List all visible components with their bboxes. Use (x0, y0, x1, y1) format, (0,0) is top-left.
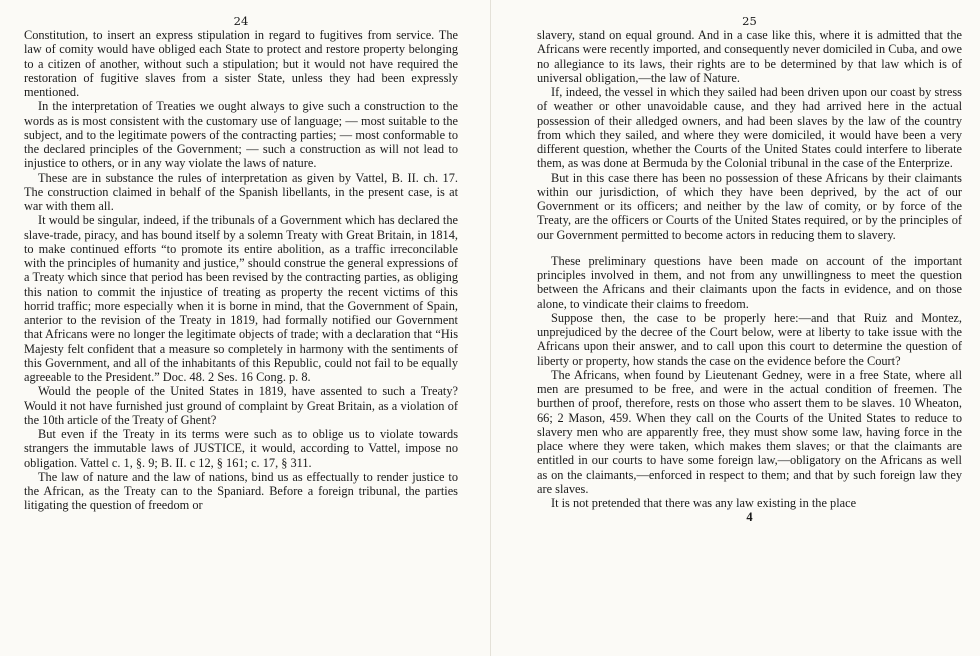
paragraph: But even if the Treaty in its terms were such as to oblige us to violate towards strangers the immutable laws of JUSTICE, it would, according to Vattel, impose no obligation. Vattel c. 1, §. 9; B. II. c 12, § 161; c. 17, § 311. (24, 427, 458, 470)
paragraph: It is not pretended that there was any law existing in the place (551, 496, 857, 510)
paragraph: These preliminary questions have been made on account of the important principles involved in them, and not from any unwillingness to meet the question between the Africans and their claimants upon the facts in evidence, and on those alone, to vindicate their claims to freedom. (537, 253, 962, 311)
paragraph: slavery, stand on equal ground. And in a case like this, where it is admitted that the Africans were recently imported, and consequently never domiciled in Cuba, and owe no allegiance to its laws, their rights are to be determined by that law which is of universal obligation,—the law of Nature. (537, 28, 962, 85)
right-page-text (537, 28, 962, 510)
paragraph: Would the people of the United States in 1819, have assented to such a Treaty? Would it not have furnished just ground of complaint by Great Britain, as a violation of the 10th article of the Treaty of Ghent? (24, 384, 458, 427)
paragraph: Suppose then, the case to be properly here:—and that Ruiz and Montez, unprejudiced by the decree of the Court below, were at liberty to take issue with the Africans upon their answer, and to call upon this court to determine the question of liberty or property, how stands the case on the evidence before the Court? (537, 310, 962, 368)
paragraph: The law of nature and the law of nations, bind us as effectually to render justice to the African, as the Treaty can to the Spaniard. Before a foreign tribunal, the parties litigating the question of freedom or (24, 469, 458, 513)
paragraph: It would be singular, indeed, if the tribunals of a Government which has declared the slave-trade, piracy, and has bound itself by a solemn Treaty with Great Britain, in 1814, to make continued efforts “to promote its entire abolition, as a traffic irreconcilable with the principles of humanity and justice,” should construe the general expressions of a Treaty which since that period has been revised by the contracting parties, as obliging this nation to commit the injustice of treating as property the recent victims of this horrid traffic; more especially when it is borne in mind, that the Government of Spain, anterior to the revision of the Treaty in 1819, had formally notified our Government that Africans were no longer the legitimate objects of trade; with a declaration that “His Majesty felt confident that a measure so completely in harmony with the sentiments of this Government, and all of the inhabitants of this Republic, could not fail to be equally agreeable to the President.” Doc. 48. 2 Ses. 16 Cong. p. 8. (24, 213, 458, 384)
right-page (490, 0, 980, 656)
page-number-right: 25 (742, 14, 757, 28)
paragraph: In the interpretation of Treaties we ought always to give such a construction to the words as is most consistent with the customary use of language; — most suitable to the subject, and to the legitimate powers of the contracting parties; — most conformable to the declared principles of the Government; — such a construction as will not lead to injustice to others, or in any way violate the laws of nature. (24, 99, 458, 171)
paragraph: The Africans, when found by Lieutenant Gedney, were in a free State, where all men are presumed to be free, and were in the actual condition of freemen. The burthen of proof, therefore, rests on those who assert them to be slaves. 10 Wheaton, 66; 2 Mason, 459. When they call on the Courts of the United States to reduce to slavery men who are apparently free, they must show some law, having force in the place where they were taken, which makes them slaves; or that the claimants are entitled in our courts to have some foreign law,—obligatory on the Africans as well as on the claimants,—enforced in respect to them; and that by such foreign law they are slaves. (537, 367, 962, 496)
signature-mark: 4 (746, 510, 753, 525)
page-number-left: 24 (233, 14, 249, 28)
paragraph: But in this case there has been no possession of these Africans by their claimants within our jurisdiction, of which they have been deprived, by the act of our Government or its officers; and neither by the law of comity, or by force of the Treaty, are the officers or Courts of the United States required, or by the principles of our Government permitted to become actors in reducing them to slavery. (537, 170, 962, 242)
left-page-text (24, 28, 458, 513)
paragraph: These are in substance the rules of interpretation as given by Vattel, B. II. ch. 17. The construction claimed in behalf of the Spanish libellants, in the present case, is at war with them all. (24, 170, 458, 213)
paragraph: Constitution, to insert an express stipulation in regard to fugitives from service. The law of comity would have obliged each State to protect and restore property belonging to a citizen of another, without such a stipulation; but it would not have required the restoration of fugitive slaves from a sister State, unless they had been expressly mentioned. (24, 28, 458, 99)
paragraph: If, indeed, the vessel in which they sailed had been driven upon our coast by stress of weather or other unavoidable cause, and they had arrived here in the actual possession of their alledged owners, and had been slaves by the law of the country from which they sailed, and where they were domiciled, it would have been a very different question, whether the Courts of the United States could interfere to liberate them, as was done at Bermuda by the Colonial tribunal in the case of the Enterprize. (537, 85, 962, 171)
